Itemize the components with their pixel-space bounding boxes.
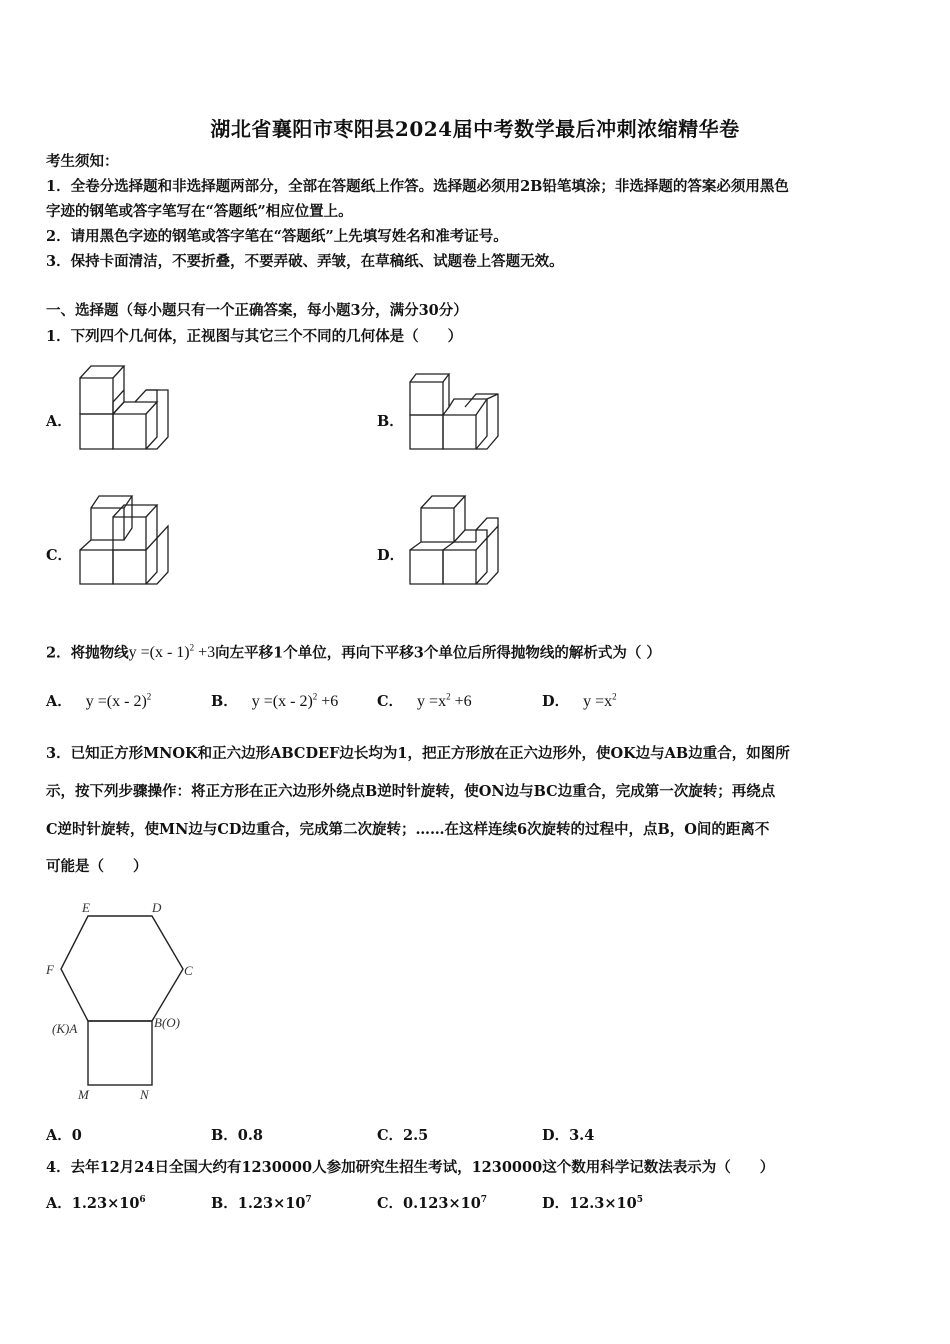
q4-stem: 4．去年12月24日全国大约有1230000人参加研究生招生考试，1230000这个数用科学记数法表示为（ ） bbox=[46, 1159, 775, 1176]
label-d: D bbox=[152, 900, 162, 915]
q1-option-a-label: A． bbox=[46, 413, 72, 430]
q2-formula: y =(x - 1)$^2$ +3 bbox=[128, 643, 216, 662]
notice-heading: 考生须知： bbox=[46, 153, 119, 170]
q1-option-c-figure bbox=[74, 490, 174, 590]
label-c: C bbox=[184, 963, 193, 978]
label-b: B(O) bbox=[154, 1015, 180, 1030]
notice-item: 1．全卷分选择题和非选择题两部分，全部在答题纸上作答。选择题必须用2B铅笔填涂；非选择题的答案必须用黑色 bbox=[46, 178, 789, 195]
q1-option-b-label: B． bbox=[377, 413, 404, 430]
q3-hexagon-square-figure bbox=[44, 895, 204, 1105]
page-title: 湖北省襄阳市枣阳县2024届中考数学最后冲刺浓缩精华卷 bbox=[210, 117, 740, 141]
notice-item: 字迹的钢笔或答字笔写在“答题纸”相应位置上。 bbox=[46, 203, 353, 220]
q4-option-d: D．$12.3\times 10^5$ bbox=[542, 1195, 643, 1212]
q1-stem: 1．下列四个几何体，正视图与其它三个不同的几何体是（ ） bbox=[46, 328, 463, 345]
q3-option-c: C．2.5 bbox=[377, 1127, 429, 1144]
label-m: M bbox=[78, 1087, 89, 1102]
q4-option-a: A．$1.23\times 10^6$ bbox=[46, 1195, 146, 1212]
section-heading: 一、选择题（每小题只有一个正确答案，每小题3分，满分30分） bbox=[46, 302, 468, 319]
notice-item: 2．请用黑色字迹的钢笔或答字笔在“答题纸”上先填写姓名和准考证号。 bbox=[46, 228, 508, 245]
q2-stem bbox=[46, 638, 661, 663]
q3-line: 示，按下列步骤操作：将正方形在正六边形外绕点B逆时针旋转，使ON边与BC边重合，完成第一次旋转；再绕点 bbox=[46, 783, 776, 800]
q3-option-d: D．3.4 bbox=[542, 1127, 595, 1144]
q3-line: C逆时针旋转，使MN边与CD边重合，完成第二次旋转；……在这样连续6次旋转的过程中，点B，O间的距离不 bbox=[46, 821, 770, 838]
q2-suffix: 向左平移1个单位，再向下平移3个单位后所得抛物线的解析式为（ ） bbox=[215, 644, 661, 662]
q1-option-d-figure bbox=[404, 490, 504, 590]
q1-option-a-figure bbox=[74, 358, 174, 456]
q3-line: 3．已知正方形MNOK和正六边形ABCDEF边长均为1，把正方形放在正六边形外，使OK边与AB边重合，如图所 bbox=[46, 745, 790, 762]
q2-option-d: D． $y =x^2$ bbox=[542, 691, 617, 710]
label-n: N bbox=[140, 1087, 149, 1102]
q2-option-c: C． $y =x^2 +6$ bbox=[377, 691, 472, 710]
q1-option-c-label: C． bbox=[46, 547, 73, 564]
q2-option-b: B． y =(x - 2)$^2$ +6 bbox=[211, 691, 339, 710]
q1-option-b-figure bbox=[404, 366, 504, 456]
q4-option-b: B．$1.23\times 10^7$ bbox=[211, 1195, 312, 1212]
q3-option-b: B．0.8 bbox=[211, 1127, 263, 1144]
q3-option-a: A．0 bbox=[46, 1127, 82, 1144]
q1-option-d-label: D． bbox=[377, 547, 405, 564]
notice-item: 3．保持卡面清洁，不要折叠，不要弄破、弄皱，在草稿纸、试题卷上答题无效。 bbox=[46, 253, 564, 270]
label-e: E bbox=[82, 900, 90, 915]
q3-line: 可能是（ ） bbox=[46, 858, 148, 875]
q2-option-a: A． y =(x - 2)$^2$ bbox=[46, 691, 152, 710]
q2-prefix: 2．将抛物线 bbox=[46, 644, 129, 662]
label-f: F bbox=[46, 962, 54, 977]
label-a: (K)A bbox=[52, 1021, 78, 1036]
q4-option-c: C．$0.123\times 10^7$ bbox=[377, 1195, 488, 1212]
